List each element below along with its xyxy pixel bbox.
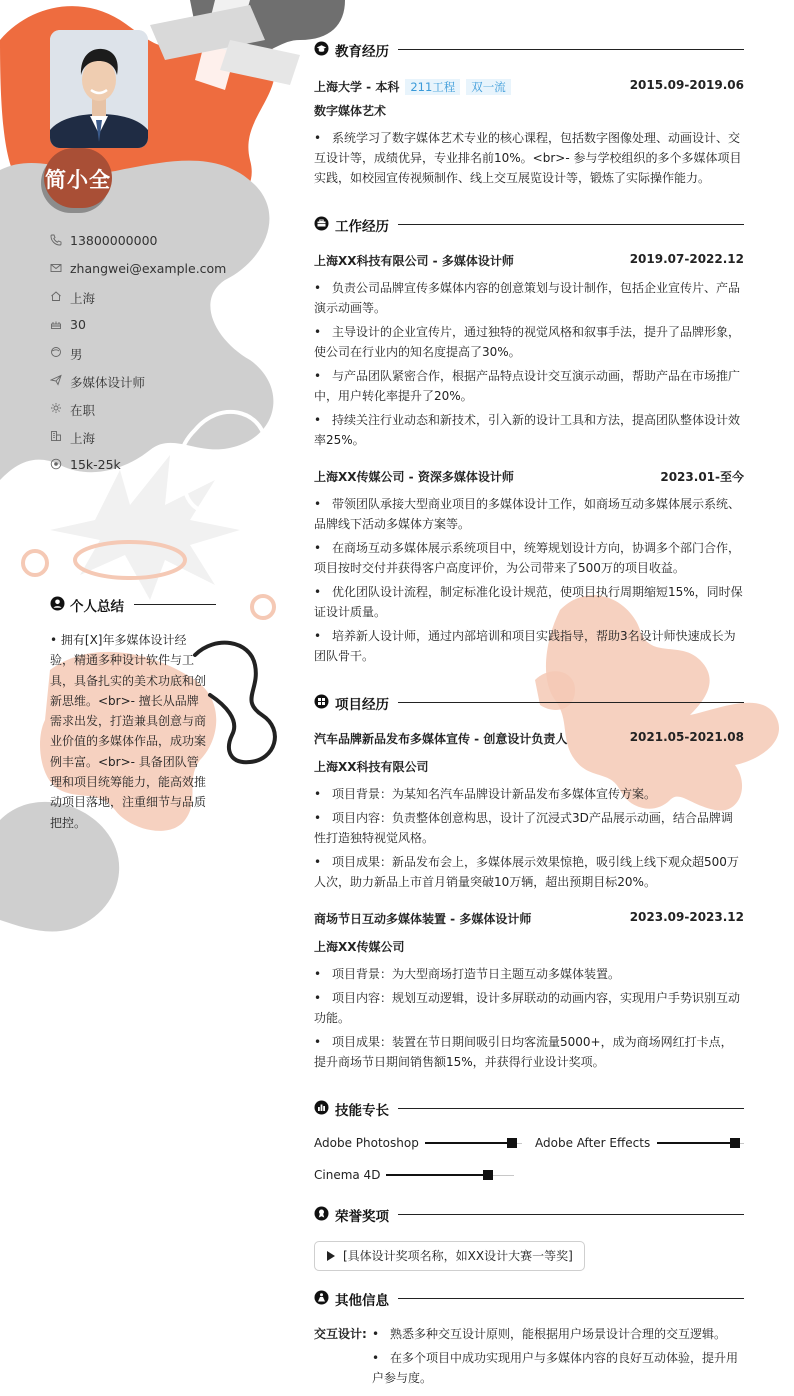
- name-badge: [44, 148, 112, 208]
- project-item-period: 2023.09-2023.12: [629, 910, 744, 924]
- project-item-1-row: [314, 730, 744, 748]
- other-title: 其他信息: [335, 1293, 389, 1309]
- awards-title: 荣誉奖项: [335, 1209, 389, 1225]
- graduation-cap-icon: [314, 41, 329, 56]
- education-period: 2015.09-2019.06: [629, 78, 744, 92]
- position-text: 多媒体设计师: [70, 375, 146, 390]
- status-icon: [50, 402, 62, 414]
- education-row: [314, 78, 744, 96]
- skill-bar: [386, 1175, 514, 1176]
- salary-icon: [50, 458, 62, 470]
- list-item: • 项目背景：为大型商场打造节日主题互动多媒体装置。: [314, 967, 621, 981]
- divider: [398, 49, 744, 50]
- skill-name: Adobe After Effects: [535, 1136, 651, 1150]
- skill-name: Cinema 4D: [314, 1168, 381, 1182]
- list-item: • 主导设计的企业宣传片，通过独特的视觉风格和叙事手法，提升了品牌形象，使公司在行业内的知名度提高了30%。: [314, 325, 741, 359]
- skill-bar: [657, 1143, 744, 1144]
- salary-text: 15k-25k: [70, 457, 121, 472]
- projects-title: 项目经历: [335, 697, 389, 713]
- education-header: [314, 40, 744, 60]
- work-item-1-row: [314, 252, 744, 270]
- briefcase-icon: [314, 216, 329, 231]
- cake-icon: [50, 318, 62, 330]
- summary-title: 个人总结: [70, 599, 124, 615]
- bar-chart-icon: [314, 1100, 329, 1115]
- list-item: • 在商场互动多媒体展示系统项目中，统筹规划设计方向，协调多个部门合作，项目按时交付并获得客户高度评价，为公司带来了500万的项目收益。: [314, 541, 741, 575]
- send-icon: [50, 374, 62, 386]
- skill-item: [314, 1168, 514, 1184]
- skill-fill: [425, 1142, 512, 1144]
- gender-text: 男: [70, 347, 83, 362]
- skill-knob: [483, 1170, 493, 1180]
- user-circle-icon: [50, 596, 65, 611]
- skill-fill: [386, 1174, 488, 1176]
- skill-item: [314, 1136, 522, 1152]
- list-item: • 项目成果：新品发布会上，多媒体展示效果惊艳，吸引线上线下观众超500万人次，助力新品上市首月销量突破10万辆，超出预期目标20%。: [314, 855, 739, 889]
- divider: [398, 1298, 744, 1299]
- list-item: • 培养新人设计师，通过内部培训和项目实践指导，帮助3名设计师快速成长为团队骨干。: [314, 629, 736, 663]
- project-item-title: 商场节日互动多媒体装置 - 多媒体设计师: [314, 912, 532, 926]
- skill-item: [535, 1136, 744, 1152]
- work-item-title: 上海XX传媒公司 - 资深多媒体设计师: [314, 470, 514, 484]
- list-item: • 项目内容：负责整体创意构思，设计了沉浸式3D产品展示动画，结合品牌调性打造独特视觉风格。: [314, 811, 733, 845]
- work-item-2-row: [314, 468, 744, 486]
- avatar: [50, 30, 148, 148]
- sidebar: [0, 0, 270, 1396]
- education-title: 教育经历: [335, 44, 389, 60]
- list-item: • 与产品团队紧密合作，根据产品特点设计交互演示动画，帮助产品在市场推广中，用户转化率提升了20%。: [314, 369, 741, 403]
- phone-icon: [50, 234, 62, 246]
- work-item-period: 2019.07-2022.12: [629, 252, 744, 266]
- project-item-2-row: [314, 910, 744, 928]
- award-text: [具体设计奖项名称，如XX设计大赛一等奖]: [343, 1249, 573, 1263]
- list-item: • 持续关注行业动态和新技术，引入新的设计工具和方法，提高团队整体设计效率25%。: [314, 413, 741, 447]
- list-item: • 带领团队承接大型商业项目的多媒体设计工作，如商场互动多媒体展示系统、品牌线下活动多媒体方案等。: [314, 497, 741, 531]
- divider: [398, 224, 744, 225]
- list-item: • 负责公司品牌宣传多媒体内容的创意策划与设计制作，包括企业宣传片、产品演示动画等。: [314, 281, 741, 315]
- divider: [398, 1108, 744, 1109]
- list-item: • 项目成果：装置在节日期间吸引日均客流量5000+，成为商场网红打卡点，提升商场节日期间销售额15%，并获得行业设计奖项。: [314, 1035, 733, 1069]
- projects-header: [314, 693, 744, 713]
- divider: [398, 1214, 744, 1215]
- project-item-company: 上海XX传媒公司: [314, 940, 405, 954]
- info-person-icon: [314, 1290, 329, 1305]
- candidate-name: 简小全: [45, 168, 111, 192]
- summary-text: • 拥有[X]年多媒体设计经验，精通多种设计软件与工具，具备扎实的美术功底和创新思维。<br>- 擅长从品牌需求出发，打造兼具创意与商业价值的多媒体作品，成功案例丰富。<br>- 具备团队管理和项目统筹能力，能高效推动项目落地，注重细节与品质把控。: [50, 633, 207, 830]
- location-text: 上海: [70, 291, 96, 306]
- skill-knob: [730, 1138, 740, 1148]
- tag-badge: 211工程: [405, 79, 460, 95]
- work-item-title: 上海XX科技有限公司 - 多媒体设计师: [314, 254, 514, 268]
- work-item-period: 2023.01-至今: [660, 470, 744, 484]
- list-item: • 系统学习了数字媒体艺术专业的核心课程，包括数字图像处理、动画设计、交互设计等，成绩优异，专业排名前10%。<br>- 参与学校组织的多个多媒体项目实践，如校园宣传视频制作、线上交互展览设计等，锻炼了实际操作能力。: [314, 131, 742, 185]
- list-item: • 熟悉多种交互设计原则，能根据用户场景设计合理的交互逻辑。: [372, 1327, 727, 1341]
- skill-bar: [425, 1143, 522, 1144]
- work-title: 工作经历: [335, 219, 389, 235]
- education-major: 数字媒体艺术: [314, 104, 387, 118]
- building-icon: [50, 430, 62, 442]
- mail-icon: [50, 262, 62, 274]
- tag-badge: 双一流: [466, 79, 511, 95]
- school-name: 上海大学 - 本科: [314, 80, 400, 94]
- status-text: 在职: [70, 403, 96, 418]
- skill-name: Adobe Photoshop: [314, 1136, 419, 1150]
- list-item: • 项目内容：规划互动逻辑，设计多屏联动的动画内容，实现用户手势识别互动功能。: [314, 991, 741, 1025]
- list-item: • 在多个项目中成功实现用户与多媒体内容的良好互动体验，提升用户参与度。: [372, 1351, 739, 1385]
- other-header: [314, 1289, 744, 1309]
- other-label: 交互设计:: [314, 1327, 367, 1341]
- main-content: [314, 0, 744, 1396]
- grid-icon: [314, 694, 329, 709]
- awards-header: [314, 1205, 744, 1225]
- divider: [134, 604, 216, 605]
- summary-header: [50, 596, 216, 614]
- list-item: • 优化团队设计流程，制定标准化设计规范，使项目执行周期缩短15%，同时保证设计质量。: [314, 585, 743, 619]
- award-item[interactable]: [314, 1241, 585, 1271]
- project-item-company: 上海XX科技有限公司: [314, 760, 429, 774]
- project-item-title: 汽车品牌新品发布多媒体宣传 - 创意设计负责人: [314, 732, 568, 746]
- list-item: • 项目背景：为某知名汽车品牌设计新品发布多媒体宣传方案。: [314, 787, 657, 801]
- age-text: 30: [70, 317, 86, 332]
- education-school-line: [314, 78, 511, 95]
- play-icon: [327, 1251, 335, 1261]
- home-icon: [50, 290, 62, 302]
- gender-icon: [50, 346, 62, 358]
- city-text: 上海: [70, 431, 96, 446]
- skill-fill: [657, 1142, 735, 1144]
- email-text: zhangwei@example.com: [70, 261, 227, 276]
- skill-knob: [507, 1138, 517, 1148]
- award-icon: [314, 1206, 329, 1221]
- divider: [398, 702, 744, 703]
- work-header: [314, 215, 744, 235]
- phone-text: 13800000000: [70, 233, 158, 248]
- project-item-period: 2021.05-2021.08: [629, 730, 744, 744]
- skills-title: 技能专长: [335, 1103, 389, 1119]
- skills-header: [314, 1099, 744, 1119]
